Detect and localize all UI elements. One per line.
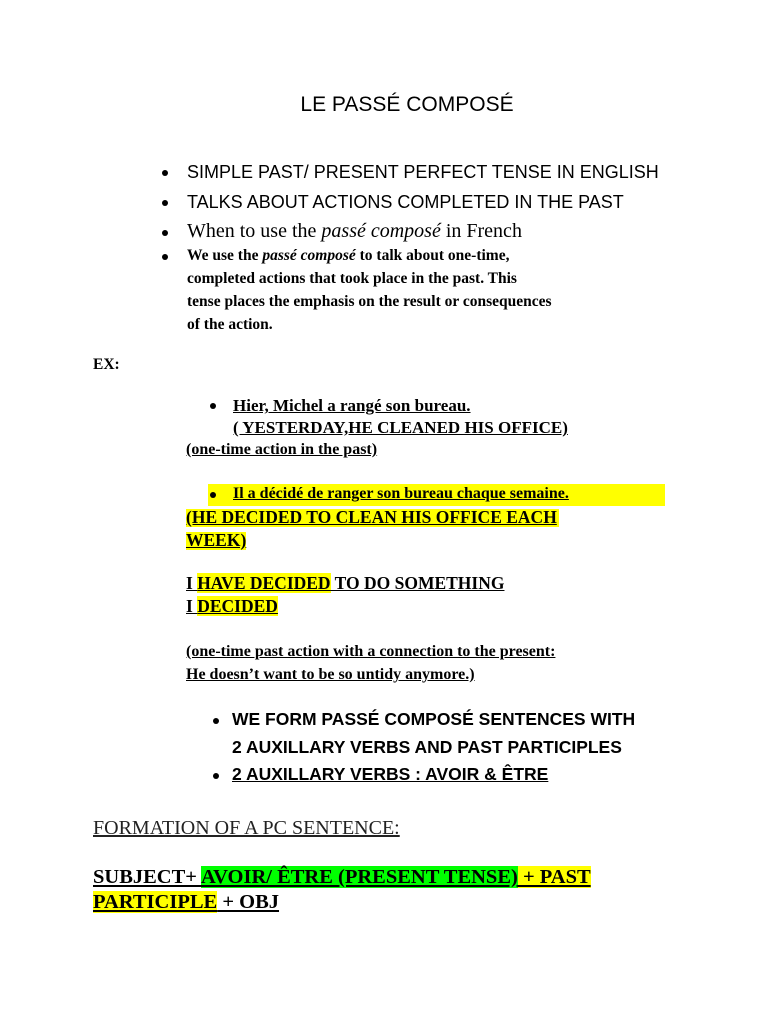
usage-italic: passé composé	[262, 247, 356, 264]
example1-note: (one-time action in the past)	[186, 441, 378, 458]
formation-bullet-1-line-1: WE FORM PASSÉ COMPOSÉ SENTENCES WITH	[232, 709, 636, 729]
contrast-line-1	[186, 575, 504, 593]
example1-french: Hier, Michel a rangé son bureau.	[233, 396, 471, 415]
bullet-icon	[210, 492, 216, 498]
when-italic: passé composé	[321, 220, 441, 242]
bullet-icon	[213, 718, 219, 724]
formation-bullet-1-line-2: 2 AUXILLARY VERBS AND PAST PARTICIPLES	[232, 737, 622, 757]
example2-french: Il a décidé de ranger son bureau chaque semaine.	[233, 485, 569, 502]
contrast-2a: I	[186, 596, 198, 616]
bullet-icon	[162, 230, 168, 236]
intro-bullet-1: SIMPLE PAST/ PRESENT PERFECT TENSE IN ENGLISH	[187, 162, 659, 182]
bullet-icon	[162, 200, 168, 206]
page-title: LE PASSÉ COMPOSÉ	[300, 93, 514, 116]
when-heading	[187, 221, 522, 241]
contrast-1b: TO DO SOMETHING	[330, 573, 505, 593]
bullet-icon	[162, 254, 168, 260]
when-pre: When to use the	[187, 220, 322, 242]
example1-english: ( YESTERDAY,HE CLEANED HIS OFFICE)	[233, 418, 568, 437]
formula-line-1	[93, 867, 591, 888]
formula-past: + PAST	[517, 866, 591, 888]
formula-obj: + OBJ	[217, 891, 280, 913]
when-post: in French	[440, 220, 522, 242]
formula-line-2	[93, 892, 279, 913]
bullet-icon	[210, 403, 216, 409]
contrast-1-highlight: HAVE DECIDED	[197, 573, 331, 593]
usage-line-1	[187, 248, 509, 264]
note2-line-2: He doesn’t want to be so untidy anymore.)	[186, 666, 475, 683]
usage-pre: We use the	[187, 247, 263, 264]
bullet-icon	[213, 773, 219, 779]
intro-bullet-2: TALKS ABOUT ACTIONS COMPLETED IN THE PAST	[187, 192, 624, 212]
contrast-2-highlight: DECIDED	[197, 596, 278, 616]
contrast-line-2	[186, 598, 278, 616]
usage-line-4: of the action.	[187, 316, 273, 333]
formula-auxiliary: AVOIR/ ÊTRE (PRESENT TENSE)	[200, 866, 518, 888]
usage-line-2: completed actions that took place in the past. This	[187, 270, 517, 287]
ex-label: EX:	[93, 356, 120, 373]
formation-heading: FORMATION OF A PC SENTENCE:	[93, 817, 400, 839]
bullet-icon	[162, 170, 168, 176]
usage-post: to talk about one-time,	[355, 247, 510, 264]
note2-line-1: (one-time past action with a connection to the present:	[186, 643, 556, 660]
example2-english-1: (HE DECIDED TO CLEAN HIS OFFICE EACH	[186, 507, 557, 527]
contrast-1a: I	[186, 573, 198, 593]
formula-participle: PARTICIPLE	[93, 891, 218, 913]
example2-english-2: WEEK)	[186, 530, 247, 550]
usage-line-3: tense places the emphasis on the result or consequences	[187, 293, 552, 310]
formation-bullet-2: 2 AUXILLARY VERBS : AVOIR & ÊTRE	[232, 764, 549, 784]
formula-subject: SUBJECT+	[93, 866, 201, 888]
